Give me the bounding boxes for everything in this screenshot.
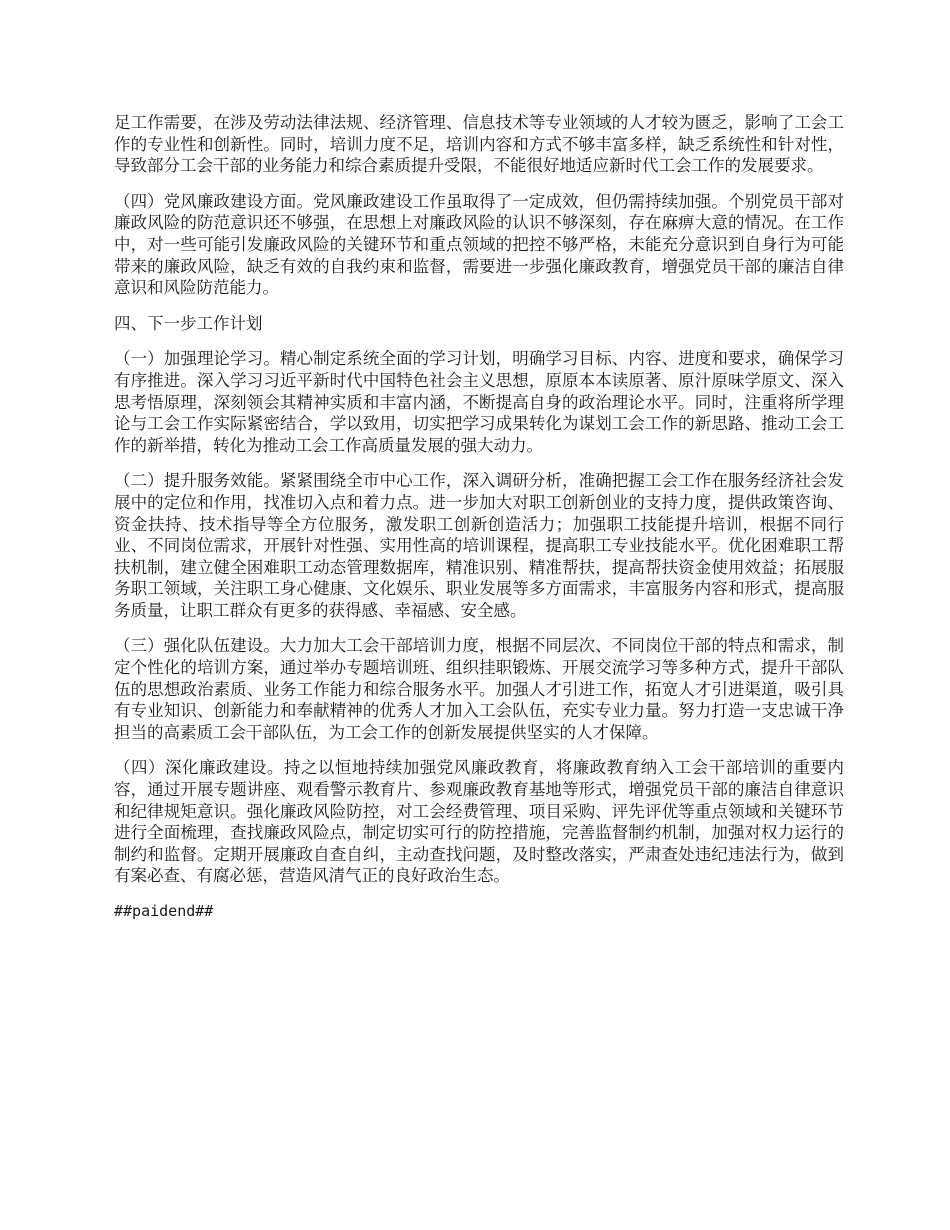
plan-item-theory-study: （一）加强理论学习。精心制定系统全面的学习计划，明确学习目标、内容、进度和要求，确保学习有序推进。深入学习习近平新时代中国特色社会主义思想，原原本本读原著、原汁原味学原文、深入思考悟原理，深刻领会其精神实质和丰富内涵，不断提高自身的政治理论水平。同时，注重将所学理论与工会工作实际紧密结合，学以致用，切实把学习成果转化为谋划工会工作的新思路、推动工会工作的新举措，转化为推动工会工作高质量发展的强大动力。: [114, 349, 844, 455]
section-heading-next-plan: 四、下一步工作计划: [114, 313, 263, 333]
plan-item-integrity-building: （四）深化廉政建设。持之以恒地持续加强党风廉政教育，将廉政教育纳入工会干部培训的重要内容，通过开展专题讲座、观看警示教育片、参观廉政教育基地等形式，增强党员干部的廉洁自律意识和纪律规矩意识。强化廉政风险防控，对工会经费管理、项目采购、评先评优等重点领域和关键环节进行全面梳理，查找廉政风险点，制定切实可行的防控措施，完善监督制约机制，加强对权力运行的制约和监督。定期开展廉政自查自纠，主动查找问题，及时整改落实，严肃查处违纪违法行为，做到有案必查、有腐必惩，营造风清气正的良好政治生态。: [114, 758, 844, 886]
end-marker: ##paidend##: [114, 902, 214, 920]
paragraph-talent-shortage: 足工作需要，在涉及劳动法律法规、经济管理、信息技术等专业领域的人才较为匮乏，影响了工会工作的专业性和创新性。同时，培训力度不足，培训内容和方式不够丰富多样，缺乏系统性和针对性，导致部分工会干部的业务能力和综合素质提升受限，不能很好地适应新时代工会工作的发展要求。: [114, 113, 844, 176]
plan-item-team-building: （三）强化队伍建设。大力加大工会干部培训力度，根据不同层次、不同岗位干部的特点和需求，制定个性化的培训方案，通过举办专题培训班、组织挂职锻炼、开展交流学习等多种方式，提升干部队伍的思想政治素质、业务工作能力和综合服务水平。加强人才引进工作，拓宽人才引进渠道，吸引具有专业知识、创新能力和奉献精神的优秀人才加入工会队伍，充实专业力量。努力打造一支忠诚干净担当的高素质工会干部队伍，为工会工作的创新发展提供坚实的人才保障。: [114, 636, 844, 742]
plan-item-service-efficiency: （二）提升服务效能。紧紧围绕全市中心工作，深入调研分析，准确把握工会工作在服务经济社会发展中的定位和作用，找准切入点和着力点。进一步加大对职工创新创业的支持力度，提供政策咨询、资金扶持、技术指导等全方位服务，激发职工创新创造活力；加强职工技能提升培训，根据不同行业、不同岗位需求，开展针对性强、实用性高的培训课程，提高职工专业技能水平。优化困难职工帮扶机制，建立健全困难职工动态管理数据库，精准识别、精准帮扶，提高帮扶资金使用效益；拓展服务职工领域，关注职工身心健康、文化娱乐、职业发展等多方面需求，丰富服务内容和形式，提高服务质量，让职工群众有更多的获得感、幸福感、安全感。: [114, 471, 844, 620]
document-page: [114, 112, 844, 923]
paragraph-party-integrity: （四）党风廉政建设方面。党风廉政建设工作虽取得了一定成效，但仍需持续加强。个别党员干部对廉政风险的防范意识还不够强，在思想上对廉政风险的认识不够深刻，存在麻痹大意的情况。在工作中，对一些可能引发廉政风险的关键环节和重点领域的把控不够严格，未能充分意识到自身行为可能带来的廉政风险，缺乏有效的自我约束和监督，需要进一步强化廉政教育，增强党员干部的廉洁自律意识和风险防范能力。: [114, 191, 844, 298]
